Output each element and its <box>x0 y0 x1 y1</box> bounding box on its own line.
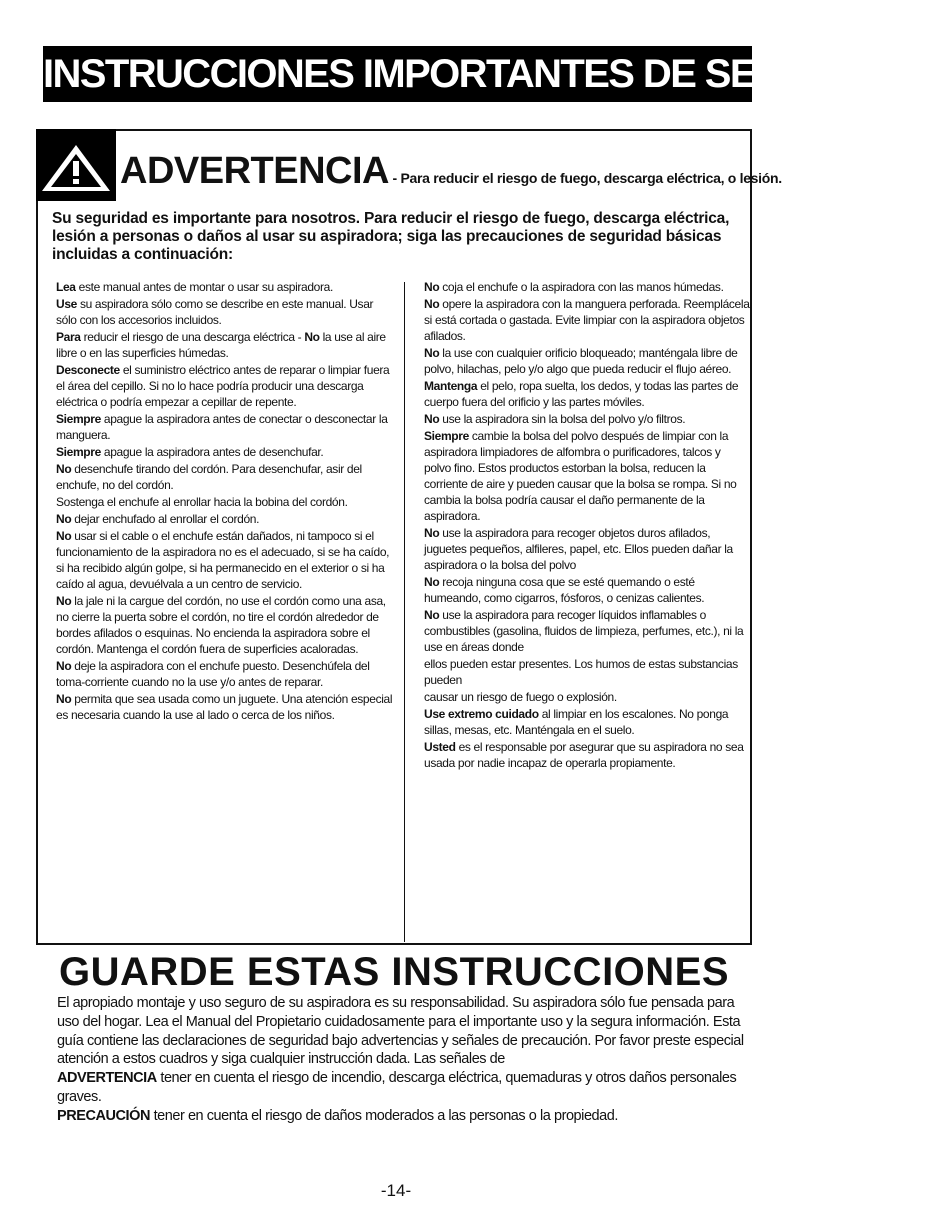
safety-item-lead: Siempre <box>56 445 101 459</box>
safety-item <box>56 511 396 527</box>
safety-banner: INSTRUCCIONES IMPORTANTES DE SEGURIDAD <box>43 46 752 102</box>
safety-item <box>56 444 396 460</box>
safety-item <box>424 411 750 427</box>
safety-item-text: el suministro eléctrico antes de reparar o limpiar fuera el área del cepillo. Si no lo hace podría producir una descarga eléctrica o podría empezar a cepillar de repente. <box>56 363 390 409</box>
precaucion-text: tener en cuenta el riesgo de daños moderados a las personas o la propiedad. <box>149 1107 618 1124</box>
safety-item <box>56 329 396 361</box>
safety-item-lead: No <box>56 512 72 526</box>
safety-item-text: usar si el cable o el enchufe están dañados, ni tampoco si el funcionamiento de la aspiradora no es el adecuado, si se ha caído, si ha recibido algún golpe, si ha permanecido en el exterior o si ha caído al agua, devuélvala a un centro de servicio. <box>56 529 390 591</box>
precaucion-label: PRECAUCIÓN <box>57 1107 150 1124</box>
closing-warning-line <box>57 1069 747 1107</box>
safety-item-lead: Use extremo cuidado <box>424 707 539 721</box>
safety-item <box>56 658 396 690</box>
safety-item <box>56 528 396 592</box>
safety-item-text: la use al aire libre o en las superficies húmedas. <box>56 330 386 360</box>
safety-item-lead: No <box>56 462 72 476</box>
safety-item-text: dejar enchufado al enrollar el cordón. <box>71 512 260 526</box>
warning-subtitle: - Para reducir el riesgo de fuego, descarga eléctrica, o lesión. <box>388 170 782 186</box>
safety-item-text: desenchufe tirando del cordón. Para desenchufar, asir del enchufe, no del cordón. <box>56 462 362 492</box>
safety-item-text: el pelo, ropa suelta, los dedos, y todas las partes de cuerpo fuera del orificio y las partes móviles. <box>424 379 739 409</box>
safety-item-text: use la aspiradora para recoger líquidos inflamables o combustibles (gasolina, fluidos de limpieza, perfumes, etc.), ni la use en áreas donde <box>424 608 744 654</box>
safety-item-text: ellos pueden estar presentes. Los humos de estas substancias pueden <box>424 657 738 687</box>
closing-body: El apropiado montaje y uso seguro de su aspiradora es su responsabilidad. Su aspiradora sólo fue pensada para uso del hogar. Lea el Manual del Propietario cuidadosamente para el importante uso y la segura información. Esta guía contiene las declaraciones de seguridad bajo advertencias y señales de precaución. Por favor preste especial atención a estos cuadros y siga cualquier instrucción dada. Las señales de <box>57 995 744 1068</box>
safety-item-text: la jale ni la cargue del cordón, no use el cordón como una asa, no cierre la puerta sobre el cordón, no tire el cordón alrededor de bordes afilados o esquinas. No encienda la aspiradora sobre el cordón. Mantenga el cordón fuera de superficies acaloradas. <box>56 594 386 656</box>
safety-item-text: permita que sea usada como un juguete. Una atención especial es necesaria cuando la use al lado o cerca de los niños. <box>56 692 393 722</box>
safety-item-text: reducir el riesgo de una descarga eléctrica - <box>80 330 305 344</box>
safety-item-lead: No <box>424 575 440 589</box>
safety-item-text: use la aspiradora para recoger objetos duros afilados, juguetes pequeños, alfileres, papel, etc. Ellos pueden dañar la aspiradora o la bolsa del polvo <box>424 526 733 572</box>
safety-item <box>56 279 396 295</box>
safety-item-lead: No <box>424 608 440 622</box>
safety-item <box>424 607 750 655</box>
safety-item <box>56 296 396 328</box>
safety-item-text: es el responsable por asegurar que su aspiradora no sea usada por nadie incapaz de operarla propiamente. <box>424 740 744 770</box>
safety-item-text: apague la aspiradora antes de desenchufar. <box>100 445 324 459</box>
closing-text <box>57 994 747 1126</box>
safety-item-lead: Siempre <box>56 412 101 426</box>
safety-item-lead: Usted <box>424 740 456 754</box>
save-instructions-title: GUARDE ESTAS INSTRUCCIONES <box>58 950 730 994</box>
safety-item <box>56 362 396 410</box>
safety-item-text: al limpiar en los escalones. No ponga sillas, mesas, etc. Manténgala en el suelo. <box>424 707 729 737</box>
safety-item-text: cambie la bolsa del polvo después de limpiar con la aspiradora limpiadores de alfombra o purificadores, talcos y polvo fino. Estos productos estorban la bolsa, reducen la corriente de aire y pueden causar que la bolsa se rompa. Si no cambia la bolsa podría causar el daño permanente de la aspiradora. <box>424 429 737 523</box>
safety-item-lead: No <box>424 412 440 426</box>
safety-intro: Su seguridad es importante para nosotros. Para reducir el riesgo de fuego, descarga eléctrica, lesión a personas o daños al usar su aspiradora; siga las precauciones de seguridad básicas incluidas a continuación: <box>52 210 730 263</box>
safety-item <box>424 525 750 573</box>
safety-item-lead: Use <box>56 297 77 311</box>
safety-item-text: apague la aspiradora antes de conectar o desconectar la manguera. <box>56 412 388 442</box>
page-number: -14- <box>380 1181 412 1200</box>
safety-item-text: coja el enchufe o la aspiradora con las manos húmedas. <box>439 280 724 294</box>
safety-item-lead: Desconecte <box>56 363 120 377</box>
safety-item <box>56 494 396 510</box>
warning-triangle-icon <box>40 143 112 193</box>
warning-icon-block <box>36 129 116 201</box>
safety-item <box>56 593 396 657</box>
safety-item <box>424 428 750 524</box>
right-column <box>424 279 750 772</box>
closing-paragraph <box>57 994 747 1069</box>
safety-item-lead: No <box>424 526 440 540</box>
safety-item-text: este manual antes de montar o usar su aspiradora. <box>75 280 333 294</box>
safety-item <box>424 378 750 410</box>
safety-item-text: deje la aspiradora con el enchufe puesto. Desenchúfela del toma-corriente cuando no la use y/o antes de reparar. <box>56 659 370 689</box>
left-column <box>56 279 396 724</box>
closing-caution-line <box>57 1107 747 1126</box>
safety-item <box>56 691 396 723</box>
safety-item-text: use la aspiradora sin la bolsa del polvo y/o filtros. <box>439 412 686 426</box>
safety-item-lead: Siempre <box>424 429 469 443</box>
safety-item-lead: No <box>56 529 72 543</box>
safety-item <box>424 706 750 738</box>
safety-item <box>424 279 750 295</box>
warning-title: ADVERTENCIA <box>120 150 389 192</box>
safety-item-text: causar un riesgo de fuego o explosión. <box>424 690 617 704</box>
safety-item-lead: No <box>424 280 440 294</box>
safety-item-lead: Mantenga <box>424 379 478 393</box>
safety-item-lead: Para <box>56 330 81 344</box>
safety-item-lead: No <box>56 594 72 608</box>
safety-item-text: Sostenga el enchufe al enrollar hacia la bobina del cordón. <box>56 495 348 509</box>
safety-item <box>424 574 750 606</box>
advertencia-label: ADVERTENCIA <box>57 1070 157 1087</box>
safety-item <box>424 345 750 377</box>
safety-item <box>424 739 750 771</box>
safety-item <box>424 689 750 705</box>
safety-item-lead: No <box>56 659 72 673</box>
safety-item <box>56 461 396 493</box>
safety-item-text: recoja ninguna cosa que se esté quemando o esté humeando, como cigarros, fósforos, o cenizas calientes. <box>424 575 705 605</box>
safety-item-lead: No <box>424 346 440 360</box>
safety-item-lead: No <box>304 330 320 344</box>
safety-item <box>424 296 750 344</box>
advertencia-text: tener en cuenta el riesgo de incendio, descarga eléctrica, quemaduras y otros daños personales graves. <box>57 1070 737 1105</box>
safety-item <box>56 411 396 443</box>
safety-item-lead: No <box>56 692 72 706</box>
column-divider <box>404 282 405 942</box>
safety-item-text: su aspiradora sólo como se describe en este manual. Usar sólo con los accesorios incluidos. <box>56 297 374 327</box>
safety-item-lead: Lea <box>56 280 76 294</box>
safety-item-lead: No <box>424 297 440 311</box>
safety-item-text: opere la aspiradora con la manguera perforada. Reemplácela si está cortada o gastada. Evite limpiar con la aspiradora objetos afilados. <box>424 297 750 343</box>
safety-item <box>424 656 750 688</box>
safety-item-text: la use con cualquier orificio bloqueado; manténgala libre de polvo, hilachas, pelo y/o algo que pueda reducir el flujo aéreo. <box>424 346 738 376</box>
warning-heading <box>120 150 782 196</box>
